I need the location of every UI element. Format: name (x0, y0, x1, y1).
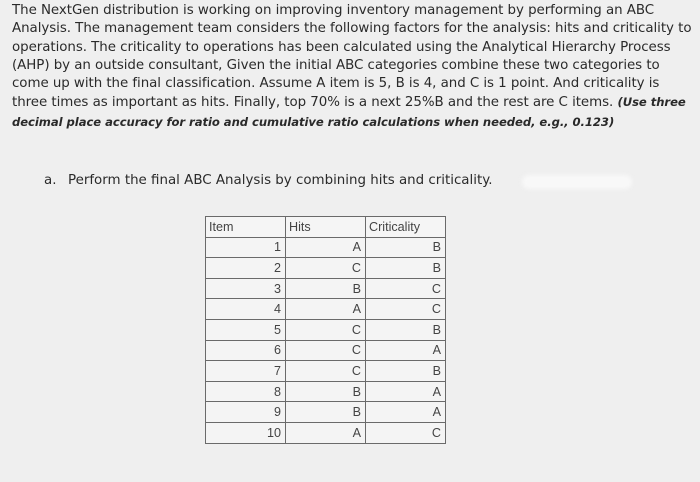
problem-note: (Use three decimal place accuracy for ratio and cumulative ratio calculations when needed, e.g., 0.123) (12, 95, 686, 129)
cell-item: 8 (206, 381, 286, 402)
table-body (206, 237, 446, 443)
cell-criticality: A (366, 340, 446, 361)
cell-hits: B (286, 402, 366, 423)
abc-table-container (205, 216, 446, 444)
cell-criticality: C (366, 422, 446, 443)
cell-criticality: B (366, 361, 446, 382)
cell-item: 3 (206, 278, 286, 299)
cell-criticality: C (366, 278, 446, 299)
table-header-row (206, 217, 446, 238)
problem-text: The NextGen distribution is working on improving inventory management by performing an ABC Analysis. The management team considers the following factors for the analysis: hits and criticality to operations. The criticality to operations has been calculated using the Analytical Hierarchy Process (AHP) by an outside consultant, Given the initial ABC categories combine these two categories to come up with the final classification. Assume A item is 5, B is 4, and C is 1 point. And criticality is three times as important as hits. Finally, top 70% is a next 25%B and the rest are C items. (12, 3, 692, 111)
cell-hits: C (286, 361, 366, 382)
question-a (44, 172, 492, 190)
table-row (206, 402, 446, 423)
question-letter: a. (44, 173, 57, 188)
table-row (206, 319, 446, 340)
table-row (206, 422, 446, 443)
table-row (206, 340, 446, 361)
header-criticality: Criticality (366, 217, 446, 238)
cell-hits: A (286, 299, 366, 320)
table-row (206, 237, 446, 258)
table-row (206, 258, 446, 279)
cell-criticality: A (366, 402, 446, 423)
cell-item: 9 (206, 402, 286, 423)
cell-hits: A (286, 422, 366, 443)
table-row (206, 299, 446, 320)
problem-statement (12, 2, 692, 132)
cell-item: 4 (206, 299, 286, 320)
cell-item: 10 (206, 422, 286, 443)
cell-criticality: B (366, 319, 446, 340)
cell-item: 2 (206, 258, 286, 279)
cell-hits: B (286, 381, 366, 402)
cell-item: 1 (206, 237, 286, 258)
cell-hits: A (286, 237, 366, 258)
cell-item: 6 (206, 340, 286, 361)
table-row (206, 361, 446, 382)
redaction-blur (522, 175, 632, 189)
cell-hits: C (286, 258, 366, 279)
table-row (206, 278, 446, 299)
cell-criticality: C (366, 299, 446, 320)
cell-criticality: A (366, 381, 446, 402)
header-hits: Hits (286, 217, 366, 238)
cell-hits: B (286, 278, 366, 299)
table-row (206, 381, 446, 402)
cell-hits: C (286, 319, 366, 340)
abc-table (205, 216, 446, 444)
cell-criticality: B (366, 237, 446, 258)
cell-criticality: B (366, 258, 446, 279)
cell-item: 7 (206, 361, 286, 382)
cell-item: 5 (206, 319, 286, 340)
cell-hits: C (286, 340, 366, 361)
header-item: Item (206, 217, 286, 238)
question-text: Perform the final ABC Analysis by combining hits and criticality. (68, 173, 493, 188)
